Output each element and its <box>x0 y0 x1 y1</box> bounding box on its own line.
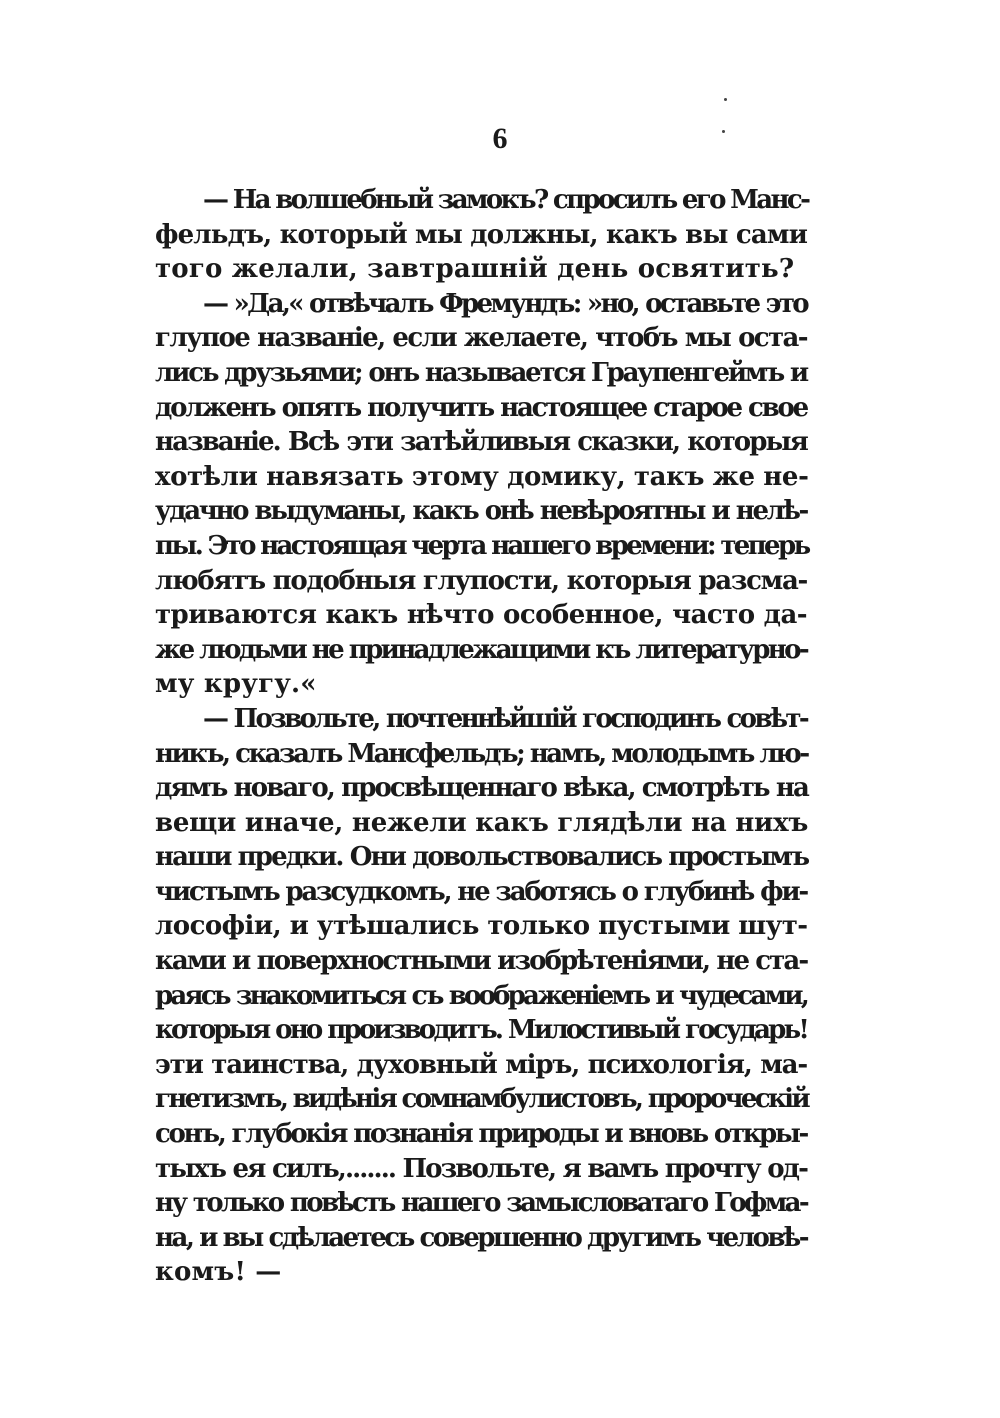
body-text <box>155 183 807 1290</box>
text-line: эти таинства, духовный міръ, психологія, ма- <box>155 1049 807 1080</box>
text-line: триваются какъ нѣчто особенное, часто да- <box>155 600 807 631</box>
text-line: хотѣли навязать этому домику, такъ же не- <box>155 461 809 492</box>
text-line: чистымъ разсудкомъ, не заботясь о глубинѣ фи- <box>155 876 807 907</box>
text-line: му кругу.« <box>155 669 317 700</box>
text-line: долженъ опять получить настоящее старое свое <box>155 392 807 423</box>
text-line: любятъ подобныя глупости, которыя разсма- <box>155 565 807 596</box>
text-line: ну только повѣсть нашего замысловатаго Гофма- <box>155 1188 807 1219</box>
text-line: названіе. Всѣ эти затѣйливыя сказки, которыя <box>155 427 807 458</box>
print-speck <box>724 98 727 101</box>
text-line: ками и поверхностными изобрѣтеніями, не ста- <box>155 946 808 977</box>
text-line: никъ, сказалъ Мансфельдъ; намъ, молодымъ лю- <box>155 738 808 769</box>
text-line: сонъ, глубокія познанія природы и вновь откры- <box>155 1119 807 1150</box>
text-line: пы. Это настоящая черта нашего времени: теперь <box>155 530 809 561</box>
text-line: гнетизмъ, видѣнія сомнамбулистовъ, пророческій <box>155 1084 808 1115</box>
text-line: фельдъ, который мы должны, какъ вы сами <box>155 219 807 250</box>
text-line: лософіи, и утѣшались только пустыми шут- <box>155 911 808 942</box>
text-line: дямъ новаго, просвѣщеннаго вѣка, смотрѣть на <box>155 773 808 804</box>
text-line: — »Да,« отвѣчалъ Фремундъ: »но, оставьте это <box>203 288 807 319</box>
text-line: — Позвольте, почтеннѣйшій господинъ совѣт- <box>203 703 807 734</box>
text-line: же людьми не принадлежащими къ литературно- <box>155 634 807 665</box>
text-line: тыхъ ея силъ,....... Позвольте, я вамъ прочту од- <box>155 1153 807 1184</box>
text-line: — На волшебный замокъ? спросилъ его Манс- <box>203 185 809 215</box>
text-line: комъ! — <box>155 1257 282 1288</box>
text-line: которыя оно производитъ. Милостивый государь! <box>155 1015 807 1046</box>
text-line: того желали, завтрашній день освятить? <box>155 254 795 285</box>
page-number: 6 <box>492 122 508 155</box>
text-line: лись друзьями; онъ называется Граупенгеймъ и <box>155 357 807 388</box>
text-line: раясь знакомиться съ воображеніемъ и чудесами, <box>155 980 807 1011</box>
text-line: на, и вы сдѣлаетесь совершенно другимъ человѣ- <box>155 1222 807 1253</box>
text-line: наши предки. Они довольствовались простымъ <box>155 842 809 873</box>
text-line: удачно выдуманы, какъ онѣ невѣроятны и нелѣ- <box>155 496 807 527</box>
text-line: глупое названіе, если желаете, чтобъ мы оста- <box>155 323 807 354</box>
text-line: вещи иначе, нежели какъ глядѣли на нихъ <box>155 807 809 838</box>
